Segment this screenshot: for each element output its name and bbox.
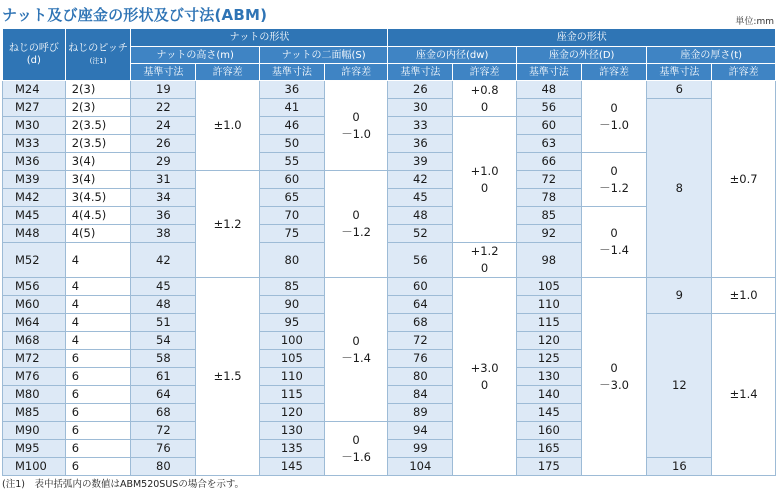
cell-washer-outer: 48 (516, 81, 581, 99)
cell-size: M95 (3, 440, 66, 458)
cell-nut-height: 61 (131, 368, 196, 386)
cell-nut-width-tol-lower: －1.0 (341, 126, 371, 141)
table-body (3, 81, 776, 476)
cell-washer-inner-tol-lower: 0 (480, 180, 489, 195)
cell-washer-inner-tol (453, 81, 517, 117)
cell-nut-height: 76 (131, 440, 196, 458)
header-tolerance: 許容差 (324, 64, 388, 81)
cell-washer-inner: 64 (388, 296, 453, 314)
cell-nut-width-tol (324, 422, 388, 476)
cell-washer-outer: 72 (516, 171, 581, 189)
cell-nut-height-tol: ±1.0 (196, 81, 260, 171)
footnote: (注1) 表中括弧内の数値はABM520SUSの場合を示す。 (2, 479, 245, 490)
cell-nut-width: 50 (259, 135, 324, 153)
cell-nut-width: 36 (259, 81, 324, 99)
cell-washer-outer: 165 (516, 440, 581, 458)
cell-washer-thick: 12 (647, 314, 712, 458)
cell-pitch: 6 (65, 404, 131, 422)
cell-washer-outer: 66 (516, 153, 581, 171)
cell-nut-width: 80 (259, 243, 324, 278)
cell-washer-inner-tol-upper: +1.0 (470, 163, 499, 178)
cell-size: M42 (3, 189, 66, 207)
cell-nut-width-tol-upper: 0 (352, 109, 360, 124)
cell-nut-height: 19 (131, 81, 196, 99)
cell-size: M45 (3, 207, 66, 225)
cell-size: M24 (3, 81, 66, 99)
cell-washer-inner-tol (453, 278, 517, 476)
header-tolerance: 許容差 (453, 64, 517, 81)
cell-nut-width: 120 (259, 404, 324, 422)
cell-pitch: 4(4.5) (65, 207, 131, 225)
cell-pitch: 4 (65, 332, 131, 350)
cell-size: M90 (3, 422, 66, 440)
cell-nut-width: 60 (259, 171, 324, 189)
cell-nut-height: 72 (131, 422, 196, 440)
cell-pitch: 2(3) (65, 81, 131, 99)
header-nut-height: ナットの高さ(m) (131, 47, 259, 64)
cell-nut-height: 80 (131, 458, 196, 476)
cell-washer-thick: 8 (647, 99, 712, 278)
cell-washer-outer-tol-upper: 0 (610, 100, 618, 115)
cell-nut-width: 110 (259, 368, 324, 386)
cell-size: M64 (3, 314, 66, 332)
cell-size: M52 (3, 243, 66, 278)
cell-washer-outer-tol-lower: －1.2 (599, 180, 629, 195)
cell-nut-height: 36 (131, 207, 196, 225)
cell-washer-outer: 130 (516, 368, 581, 386)
header-standard: 基準寸法 (259, 64, 324, 81)
cell-washer-inner: 99 (388, 440, 453, 458)
cell-washer-inner: 60 (388, 278, 453, 296)
cell-washer-inner: 26 (388, 81, 453, 99)
cell-washer-outer: 125 (516, 350, 581, 368)
cell-pitch: 6 (65, 350, 131, 368)
cell-washer-outer-tol (581, 153, 647, 207)
table-row (3, 81, 776, 99)
cell-nut-width: 115 (259, 386, 324, 404)
cell-size: M60 (3, 296, 66, 314)
cell-washer-inner-tol-upper: +3.0 (470, 360, 499, 375)
unit-label: 単位:mm (735, 17, 774, 27)
cell-nut-width: 135 (259, 440, 324, 458)
cell-size: M33 (3, 135, 66, 153)
cell-washer-inner-tol-lower: 0 (480, 261, 489, 275)
table-row (3, 99, 776, 117)
cell-nut-width: 65 (259, 189, 324, 207)
cell-nut-height: 22 (131, 99, 196, 117)
cell-nut-height-tol: ±1.5 (196, 278, 260, 476)
cell-washer-outer: 85 (516, 207, 581, 225)
cell-size: M39 (3, 171, 66, 189)
cell-washer-outer: 56 (516, 99, 581, 117)
cell-nut-height: 68 (131, 404, 196, 422)
cell-washer-inner-tol (453, 243, 517, 278)
cell-washer-thick-tol: ±0.7 (712, 81, 776, 278)
cell-washer-inner: 33 (388, 117, 453, 135)
cell-nut-width-tol (324, 81, 388, 171)
header-standard: 基準寸法 (516, 64, 581, 81)
cell-nut-height: 42 (131, 243, 196, 278)
header-washer-outer: 座金の外径(D) (516, 47, 647, 64)
cell-washer-outer-tol-upper: 0 (610, 226, 618, 240)
cell-nut-width: 105 (259, 350, 324, 368)
cell-washer-inner: 94 (388, 422, 453, 440)
header-tolerance: 許容差 (581, 64, 647, 81)
header-standard: 基準寸法 (647, 64, 712, 81)
cell-size: M48 (3, 225, 66, 243)
spec-table (2, 28, 776, 476)
header-standard: 基準寸法 (388, 64, 453, 81)
cell-size: M56 (3, 278, 66, 296)
cell-pitch: 4 (65, 296, 131, 314)
cell-nut-width: 75 (259, 225, 324, 243)
cell-nut-width-tol-lower: －1.6 (341, 449, 371, 464)
cell-pitch: 6 (65, 458, 131, 476)
cell-nut-height: 31 (131, 171, 196, 189)
cell-nut-height: 58 (131, 350, 196, 368)
cell-washer-outer: 78 (516, 189, 581, 207)
cell-nut-width: 95 (259, 314, 324, 332)
cell-nut-height: 38 (131, 225, 196, 243)
cell-washer-outer-tol (581, 278, 647, 476)
cell-pitch: 6 (65, 440, 131, 458)
cell-washer-inner: 68 (388, 314, 453, 332)
header-nominal: ねじの呼び (d) (3, 29, 66, 81)
cell-washer-outer-tol-upper: 0 (610, 163, 618, 178)
cell-washer-inner: 45 (388, 189, 453, 207)
cell-washer-inner: 80 (388, 368, 453, 386)
cell-washer-outer: 60 (516, 117, 581, 135)
cell-nut-height: 51 (131, 314, 196, 332)
cell-washer-outer: 98 (516, 243, 581, 278)
cell-washer-inner: 104 (388, 458, 453, 476)
header-washer-shape: 座金の形状 (388, 29, 776, 47)
cell-washer-inner-tol-upper: +1.2 (470, 244, 499, 258)
cell-washer-inner: 39 (388, 153, 453, 171)
cell-pitch: 6 (65, 422, 131, 440)
cell-nut-height-tol: ±1.2 (196, 171, 260, 278)
cell-nut-width: 145 (259, 458, 324, 476)
cell-nut-width: 41 (259, 99, 324, 117)
cell-nut-height: 24 (131, 117, 196, 135)
cell-pitch: 4 (65, 314, 131, 332)
cell-nut-width-tol-lower: －1.4 (341, 350, 371, 365)
table-row (3, 278, 776, 296)
cell-washer-outer: 160 (516, 422, 581, 440)
cell-size: M76 (3, 368, 66, 386)
header-washer-inner: 座金の内径(dw) (388, 47, 516, 64)
cell-washer-outer-tol-lower: －1.0 (599, 117, 629, 132)
cell-nut-width-tol-upper: 0 (352, 333, 360, 348)
page-title: ナット及び座金の形状及び寸法(ABM) (2, 6, 268, 24)
cell-size: M30 (3, 117, 66, 135)
cell-pitch: 4 (65, 278, 131, 296)
cell-washer-thick: 16 (647, 458, 712, 476)
cell-pitch: 2(3.5) (65, 117, 131, 135)
cell-size: M27 (3, 99, 66, 117)
cell-pitch: 2(3.5) (65, 135, 131, 153)
cell-size: M100 (3, 458, 66, 476)
header-washer-thick: 座金の厚さ(t) (647, 47, 776, 64)
cell-size: M85 (3, 404, 66, 422)
cell-washer-inner: 52 (388, 225, 453, 243)
cell-washer-outer: 175 (516, 458, 581, 476)
cell-nut-height: 48 (131, 296, 196, 314)
cell-washer-inner: 72 (388, 332, 453, 350)
cell-washer-inner: 56 (388, 243, 453, 278)
cell-nut-width: 46 (259, 117, 324, 135)
cell-washer-outer-tol-lower: －3.0 (599, 377, 629, 392)
cell-size: M36 (3, 153, 66, 171)
cell-pitch: 6 (65, 368, 131, 386)
cell-washer-outer: 145 (516, 404, 581, 422)
cell-nut-height: 54 (131, 332, 196, 350)
cell-pitch: 4(5) (65, 225, 131, 243)
cell-washer-inner: 89 (388, 404, 453, 422)
cell-washer-thick: 9 (647, 278, 712, 314)
cell-washer-inner: 36 (388, 135, 453, 153)
cell-washer-outer: 140 (516, 386, 581, 404)
cell-nut-width-tol (324, 171, 388, 278)
header-tolerance: 許容差 (196, 64, 260, 81)
cell-nut-width: 90 (259, 296, 324, 314)
cell-washer-outer: 120 (516, 332, 581, 350)
cell-pitch: 3(4) (65, 171, 131, 189)
header-nut-shape: ナットの形状 (131, 29, 388, 47)
cell-nut-width-tol (324, 278, 388, 422)
cell-washer-inner: 30 (388, 99, 453, 117)
cell-nut-height: 45 (131, 278, 196, 296)
cell-washer-inner-tol-upper: +0.8 (470, 82, 499, 97)
cell-washer-thick-tol: ±1.4 (712, 314, 776, 476)
table-row (3, 314, 776, 332)
cell-nut-width: 55 (259, 153, 324, 171)
cell-washer-inner: 76 (388, 350, 453, 368)
cell-pitch: 3(4) (65, 153, 131, 171)
header-nut-width: ナットの二面幅(S) (259, 47, 387, 64)
cell-size: M72 (3, 350, 66, 368)
header-tolerance: 許容差 (712, 64, 776, 81)
cell-pitch: 2(3) (65, 99, 131, 117)
cell-nut-height: 34 (131, 189, 196, 207)
cell-nut-height: 64 (131, 386, 196, 404)
cell-nut-height: 26 (131, 135, 196, 153)
cell-washer-outer-tol-upper: 0 (610, 360, 618, 375)
cell-washer-inner: 42 (388, 171, 453, 189)
cell-size: M80 (3, 386, 66, 404)
cell-washer-inner: 48 (388, 207, 453, 225)
cell-washer-inner: 84 (388, 386, 453, 404)
cell-nut-width-tol-lower: －1.2 (341, 225, 371, 239)
cell-washer-outer-tol (581, 207, 647, 278)
cell-washer-outer: 105 (516, 278, 581, 296)
cell-washer-outer-tol (581, 81, 647, 153)
cell-pitch: 3(4.5) (65, 189, 131, 207)
cell-washer-outer: 115 (516, 314, 581, 332)
cell-nut-width-tol-upper: 0 (352, 432, 360, 447)
header-standard: 基準寸法 (131, 64, 196, 81)
cell-washer-inner-tol (453, 117, 517, 243)
cell-nut-width-tol-upper: 0 (352, 208, 360, 222)
cell-washer-inner-tol-lower: 0 (480, 99, 489, 114)
cell-washer-outer: 110 (516, 296, 581, 314)
cell-nut-height: 29 (131, 153, 196, 171)
cell-washer-thick-tol: ±1.0 (712, 278, 776, 314)
cell-nut-width: 100 (259, 332, 324, 350)
cell-washer-thick: 6 (647, 81, 712, 99)
cell-nut-width: 70 (259, 207, 324, 225)
cell-washer-inner-tol-lower: 0 (480, 377, 489, 392)
cell-washer-outer-tol-lower: －1.4 (599, 243, 629, 257)
cell-pitch: 6 (65, 386, 131, 404)
cell-washer-outer: 63 (516, 135, 581, 153)
header-pitch: ねじのピッチ (注1) (65, 29, 131, 81)
cell-washer-outer: 92 (516, 225, 581, 243)
cell-nut-width: 85 (259, 278, 324, 296)
cell-nut-width: 130 (259, 422, 324, 440)
cell-pitch: 4 (65, 243, 131, 278)
table-row (3, 458, 776, 476)
cell-size: M68 (3, 332, 66, 350)
